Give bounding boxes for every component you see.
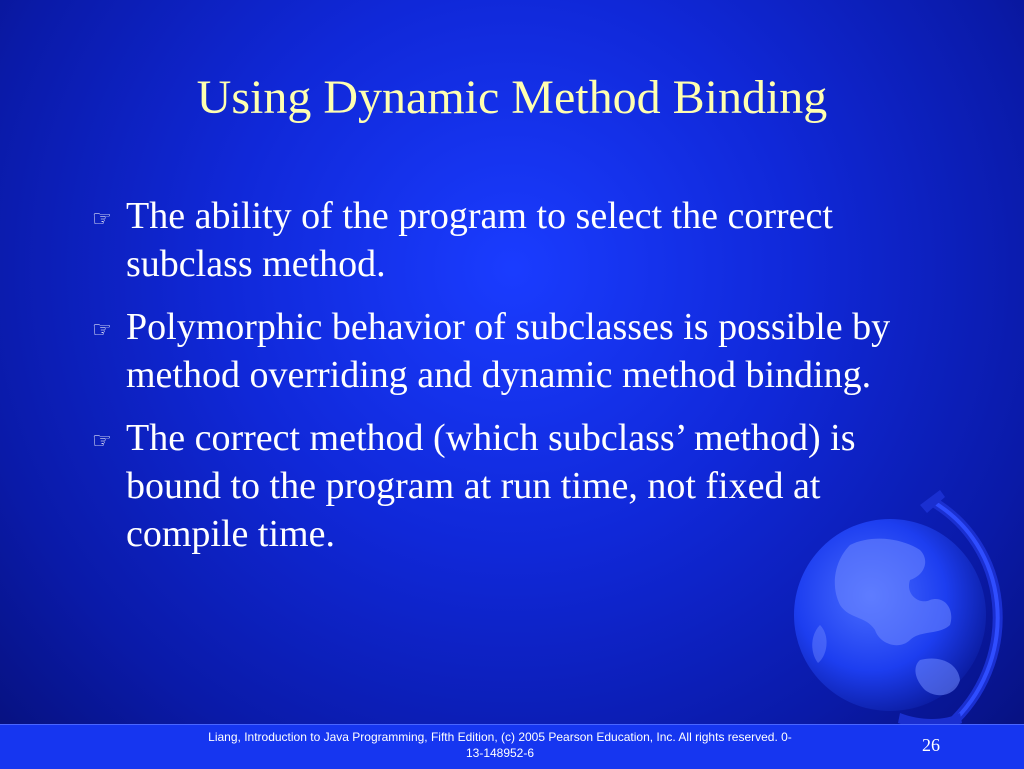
footer-citation: Liang, Introduction to Java Programming, Fifth Edition, (c) 2005 Pearson Education, Inc. All rights reserved. 0-13-148952-6 (208, 730, 792, 760)
footer-bar (0, 724, 1024, 769)
pointing-hand-icon: ☞ (92, 318, 112, 343)
bullet-item (92, 192, 942, 288)
globe-icon (780, 485, 1010, 735)
pointing-hand-icon: ☞ (92, 429, 112, 454)
bullet-text: Polymorphic behavior of subclasses is possible by method overriding and dynamic method binding. (126, 306, 891, 396)
page-number: 26 (922, 735, 940, 755)
bullet-text: The ability of the program to select the correct subclass method. (126, 195, 833, 285)
bullet-item (92, 303, 942, 399)
slide-title: Using Dynamic Method Binding (196, 71, 828, 124)
bullet-text: The correct method (which subclass’ method) is bound to the program at run time, not fixed at compile time. (126, 417, 856, 555)
pointing-hand-icon: ☞ (92, 207, 112, 232)
